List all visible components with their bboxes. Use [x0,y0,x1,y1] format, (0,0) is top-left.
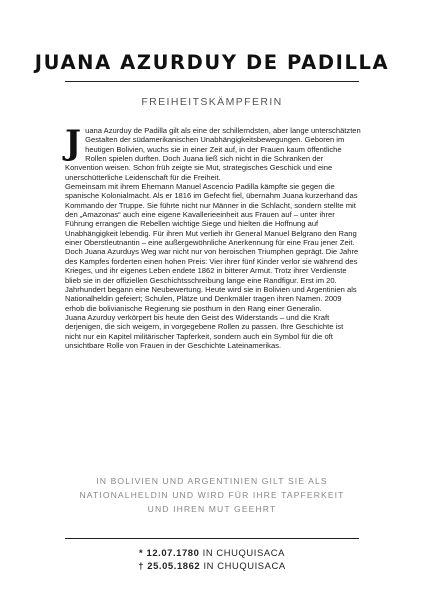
birth-date: * 12.07.1780 [139,547,200,558]
drop-cap: J [65,123,82,163]
life-dates [0,546,424,572]
death-line [0,559,424,572]
paragraph-1-text: uana Azurduy de Padilla gilt als eine der schillerndsten, aber lange unterschätzten Gestalten der südamerikanischen Unabhängigkeitsbewegungen. Geboren im heutigen Bolivien, wuchs sie in einer Zeit auf, in der Frauen kaum öffentliche Rollen spielen durften. Doch Juana ließ sich nicht in die Schranken der Konvention weisen. Schon früh zeigte sie Mut, strategisches Geschick und eine unerschütterliche Leidenschaft für die Freiheit. [65,126,361,182]
pull-quote: IN BOLIVIEN UND ARGENTINIEN GILT SIE ALS NATIONALHELDIN UND WIRD FÜR IHRE TAPFERKEIT UND IHREN MUT GEEHRT [79,476,345,514]
death-date: † 25.05.1862 [138,560,201,571]
page-subtitle: FREIHEITSKÄMPFERIN [141,96,283,108]
death-place: IN CHUQUISACA [203,560,286,571]
page-title: JUANA AZURDUY DE PADILLA [34,51,390,74]
top-divider [65,81,359,82]
birth-place: IN CHUQUISACA [202,547,285,558]
biography-text [65,123,361,350]
birth-line [0,546,424,559]
paragraph-3: Doch Juana Azurduys Weg war nicht nur von heroischen Triumphen geprägt. Die Jahre des Kampfes forderten einen hohen Preis: Vier ihrer fünf Kinder verlor sie während des Krieges, und ihr eigenes Leben endete 1862 in bitterer Armut. Trotz ihrer Verdienste blieb sie in der offiziellen Geschichtsschreibung lange eine Randfigur. Erst im 20. Jahrhundert begann eine Neubewertung. Heute wird sie in Bolivien und Argentinien als Nationalheldin gefeiert; Schulen, Plätze und Denkmäler tragen ihren Namen. 2009 erhob die bolivianische Regierung sie posthum in den Rang einer Generalin. [65,247,359,313]
paragraph-4: Juana Azurduy verkörpert bis heute den Geist des Widerstands – und die Kraft derjenigen, die sich weigern, in vorgegebene Rollen zu passen. Ihre Geschichte ist nicht nur ein Kapitel militärischer Tapferkeit, sondern auch ein Symbol für die oft unsichtbare Rolle von Frauen in der Geschichte Lateinamerikas. [65,312,344,350]
paragraph-1 [65,123,361,182]
bottom-divider [65,538,359,539]
paragraph-2: Gemeinsam mit ihrem Ehemann Manuel Ascencio Padilla kämpfte sie gegen die spanische Kolonialmacht. Als er 1816 im Gefecht fiel, übernahm Juana kurzerhand das Kommando der Truppe. Sie führte nicht nur Männer in die Schlacht, sondern stellte mit den „Amazonas“ auch eine eigene Kavallerieeinheit aus Frauen auf – unter ihrer Führung errangen die Rebellen wichtige Siege und hielten die Hoffnung auf Unabhängigkeit lebendig. Für ihren Mut verlieh ihr General Manuel Belgrano den Rang einer Oberstleutnantin – eine außergewöhnliche Anerkennung für eine Frau jener Zeit. [65,182,358,248]
